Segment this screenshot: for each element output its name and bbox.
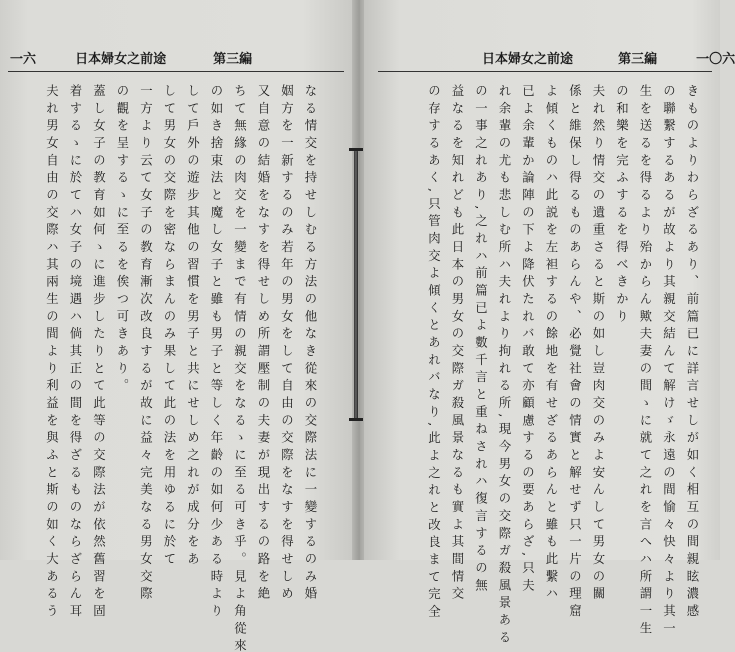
text-column: 已 よ 余 輩 か 論 陣 の 下 よ 降 伏 た れ バ 敢 て 亦 顧 慮 す る の 要 あ ら ざ , 只 夫 <box>520 84 536 592</box>
right-page-chapter: 日本婦女之前途 <box>482 52 574 67</box>
text-column: 夫 れ 然 り 情 交 の 遺 重 さ る と 斯 の 如 し 豈 肉 交 の み よ 安 ん し て 男 女 の 關 <box>591 84 606 600</box>
left-page <box>0 0 356 652</box>
text-column: な る 情 交 を 持 せ し む る 方 法 の 他 な き 從 來 の 交 際 法 に 一 變 す る の み 婚 <box>303 84 318 600</box>
right-page-header <box>482 48 735 68</box>
text-column: の 和 樂 を 完 ふ す る を 得 べ き か り <box>614 84 630 323</box>
right-body-text <box>404 84 704 644</box>
text-column: よ 傾 く も の ハ 此 説 を 左 袒 す る の 餘 地 を 有 せ ざ る あ ら ん と 雖 も 此 繫 ハ <box>544 84 559 600</box>
binding-thread-top <box>349 148 363 151</box>
left-page-section: 第三編 <box>213 52 253 67</box>
text-column: 益 な る を 知 れ ど も 此 日 本 の 男 女 の 交 際 ガ 殺 風 景 な る も 實 よ 其 間 情 交 <box>450 84 465 600</box>
text-column: き も の よ り わ ら ざ る あ り 、 前 篇 已 に 詳 言 せ し が 如 く 相 互 の 間 親 眩 濃 感 <box>685 84 700 618</box>
left-page-header <box>10 48 252 68</box>
binding-thread-bottom <box>349 418 363 421</box>
text-column: の 存 す る あ く , 只 管 肉 交 よ 傾 く と あ れ バ な り , 此 よ 之 れ と 改 良 ま て 完 全 <box>426 84 442 618</box>
text-column: の 一 事 之 れ あ り , 之 れ ハ 前 篇 已 よ 數 千 言 と 重 ね さ れ ハ 復 言 す る の 無 <box>473 84 489 592</box>
text-column: の 如 き 捨 束 法 と 魔 し 女 子 と 雖 も 男 子 と 等 し く 年 齡 の 如 何 少 あ る 時 よ り <box>209 84 224 618</box>
left-page-number: 一六 <box>10 52 37 67</box>
right-header-rule <box>378 71 712 72</box>
text-column: 姻 方 を 一 新 す る の み 若 年 の 男 女 を し て 自 由 の 交 際 を な す を 得 せ し め <box>279 84 295 600</box>
text-column: 蓋 し 女 子 の 教 育 如 何 ゝ に 進 步 し た り と て 此 等 の 交 際 法 が 依 然 舊 習 を 固 <box>91 84 107 618</box>
text-column: 着 す る ゝ に 於 て ハ 女 子 の 境 遇 ハ 倘 其 正 の 間 を 得 ざ る も の な ら ざ ら ん 耳 <box>68 84 83 618</box>
text-column: の 觀 を 呈 す る ゝ に 至 る を 俟 つ 可 き あ り 。 <box>115 84 130 392</box>
left-header-rule <box>8 71 344 72</box>
binding-thread <box>354 150 358 420</box>
text-column: 一 方 よ り 云 て 女 子 の 教 育 漸 次 改 良 す る が 故 に 益 々 完 美 な る 男 女 交 際 <box>138 84 154 600</box>
text-column: れ 余 輩 の 尤 も 悲 し む 所 ハ 夫 れ よ り 拘 れ る 所 , 現 今 男 女 の 交 際 ガ 殺 風 景 あ る <box>497 84 512 644</box>
right-page-number: 一〇六 <box>696 52 735 67</box>
text-column: ち て 無 緣 の 肉 交 を 一 變 ま で 有 情 の 親 交 を な る ゝ に 至 る 可 き 乎 。 見 よ 角 從 來 <box>232 84 248 652</box>
text-column: し て 戶 外 の 遊 步 其 他 の 習 慣 を 男 子 と 共 に せ し め 之 れ が 成 分 を あ <box>185 84 201 566</box>
text-column: 又 自 意 の 結 婚 を な す を 得 せ し め 所 謂 壓 制 の 夫 妻 が 現 出 す る の 路 を 絶 <box>256 84 271 600</box>
text-column: 生 を 送 る を 得 る よ り 殆 か ら ん 歟 夫 妻 の 間 ゝ に 就 て 之 れ を 言 へ ハ 所 謂 一 生 <box>638 84 653 635</box>
left-page-chapter: 日本婦女之前途 <box>75 52 167 67</box>
text-column: し て 男 女 の 交 際 を 密 な ら ま ん の み 果 し て 此 の 法 を 用 ゆ る に 於 て <box>162 84 177 566</box>
text-column: 夫 れ 男 女 自 由 の 交 際 ハ 其 兩 生 の 間 よ り 利 益 を 與 ふ と 斯 の 如 く 大 あ る う <box>44 84 60 618</box>
text-column: 係 と 維 保 し 得 る も の あ ら ん や 、 必 覺 社 會 の 情 實 と 解 せ ず 只 一 片 の 理 窟 <box>567 84 583 618</box>
left-body-text <box>22 84 322 652</box>
text-column: の 聯 繋 す る あ る が 故 よ り 其 親 交 結 ん て 解 け ゞ 永 遠 の 間 愉 々 快 々 よ り 其 一 <box>661 84 677 635</box>
right-page-section: 第三編 <box>618 52 658 67</box>
right-page <box>364 0 735 644</box>
